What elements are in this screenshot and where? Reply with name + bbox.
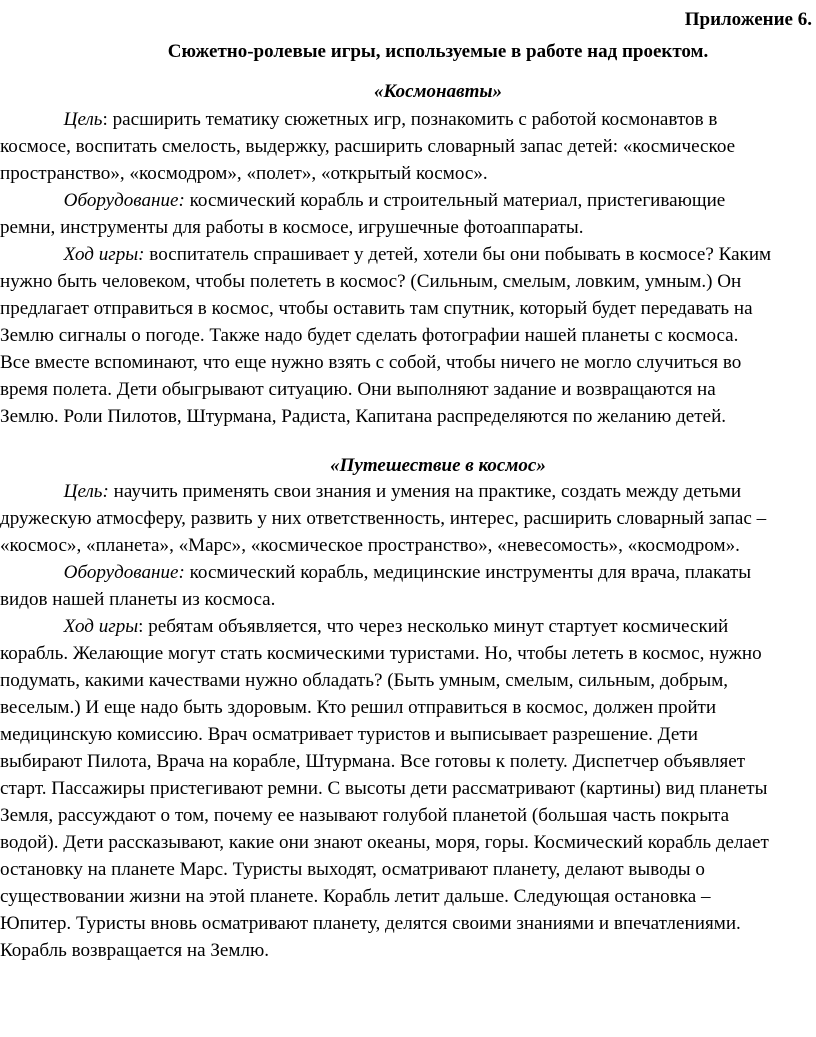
game1-course-text: воспитатель спрашивает у детей, хотели бы они побывать в космосе? Каким: [144, 244, 772, 265]
game2-course-line: старт. Пассажиры пристегивают ремни. С высоты дети рассматривают (картины) вид планеты: [0, 778, 768, 799]
game1-course-line: нужно быть человеком, чтобы полететь в космос? (Сильным, смелым, ловким, умным.) Он: [0, 271, 742, 292]
game2-course-line: Земля, рассуждают о том, почему ее называют голубой планетой (большая часть покрыта: [0, 805, 730, 826]
game1-course-line: предлагает отправиться в космос, чтобы оставить там спутник, который будет передавать на: [0, 298, 753, 319]
game2-title: «Путешествие в космос»: [330, 455, 546, 476]
game1-equip-line: [0, 187, 812, 214]
game2-course-line: корабль. Желающие могут стать космическими туристами. Но, чтобы лететь в космос, нужно: [0, 643, 762, 664]
game1-course-line: Землю сигналы о погоде. Также надо будет сделать фотографии нашей планеты с космоса.: [0, 325, 739, 346]
game2-course-line: веселым.) И еще надо быть здоровым. Кто решил отправиться в космос, должен пройти: [0, 697, 717, 718]
game1-goal-text: : расширить тематику сюжетных игр, познакомить с работой космонавтов в: [102, 109, 718, 130]
game1-course-line: Землю. Роли Пилотов, Штурмана, Радиста, Капитана распределяются по желанию детей.: [0, 406, 727, 427]
game2-equip-text: космический корабль, медицинские инструменты для врача, плакаты: [184, 562, 752, 583]
page-title: Сюжетно-ролевые игры, используемые в работе над проектом.: [167, 41, 709, 62]
game1-equip-label: Оборудование:: [63, 190, 185, 211]
game2-goal-line: «космос», «планета», «Марс», «космическое пространство», «невесомость», «космодром».: [0, 535, 740, 556]
game1-goal-label: Цель: [63, 109, 103, 130]
game2-course-line: водой). Дети рассказывают, какие они знают океаны, моря, горы. Космический корабль делает: [0, 832, 769, 853]
game1-equip-text: космический корабль и строительный материал, пристегивающие: [184, 190, 726, 211]
game1-course-label: Ход игры:: [63, 244, 145, 265]
game1-equip-line: ремни, инструменты для работы в космосе, игрушечные фотоаппараты.: [0, 217, 584, 238]
game2-equip-line: [0, 559, 812, 586]
game2-course-line: выбирают Пилота, Врача на корабле, Штурмана. Все готовы к полету. Диспетчер объявляет: [0, 751, 746, 772]
game2-course-line: Корабль возвращается на Землю.: [0, 940, 270, 961]
game2-course-line: Юпитер. Туристы вновь осматривают планету, делятся своими знаниями и впечатлениями.: [0, 913, 741, 934]
game2-equip-label: Оборудование:: [63, 562, 185, 583]
game1-course-line: время полета. Дети обыгрывают ситуацию. Они выполняют задание и возвращаются на: [0, 379, 716, 400]
game1-body: [0, 106, 816, 430]
game1-goal-line: космосе, воспитать смелость, выдержку, расширить словарный запас детей: «космическое: [0, 136, 736, 157]
game2-goal-line: дружескую атмосферу, развить у них ответственность, интерес, расширить словарный запас –: [0, 508, 767, 529]
game2-course-line: медицинскую комиссию. Врач осматривает туристов и выписывает разрешение. Дети: [0, 724, 698, 745]
game2-goal-line: [0, 478, 812, 505]
game2-course-line: [0, 613, 812, 640]
game2-course-label: Ход игры: [63, 616, 139, 637]
game1-goal-line: [0, 106, 812, 133]
appendix-label: Приложение 6.: [684, 9, 812, 30]
game1-course-line: [0, 241, 812, 268]
game2-course-text: : ребятам объявляется, что через несколько минут стартует космический: [138, 616, 729, 637]
game1-course-line: Все вместе вспоминают, что еще нужно взять с собой, чтобы ничего не могло случиться во: [0, 352, 742, 373]
game2-body: [0, 478, 816, 964]
game2-goal-label: Цель:: [63, 481, 109, 502]
game1-title: «Космонавты»: [373, 81, 503, 102]
game2-goal-text: научить применять свои знания и умения на практике, создать между детьми: [108, 481, 742, 502]
game2-course-line: остановку на планете Марс. Туристы выходят, осматривают планету, делают выводы о: [0, 859, 705, 880]
game2-course-line: подумать, какими качествами нужно обладать? (Быть умным, смелым, сильным, добрым,: [0, 670, 729, 691]
game2-equip-line: видов нашей планеты из космоса.: [0, 589, 276, 610]
game2-course-line: существовании жизни на этой планете. Корабль летит дальше. Следующая остановка –: [0, 886, 711, 907]
game1-goal-line: пространство», «космодром», «полет», «открытый космос».: [0, 163, 488, 184]
